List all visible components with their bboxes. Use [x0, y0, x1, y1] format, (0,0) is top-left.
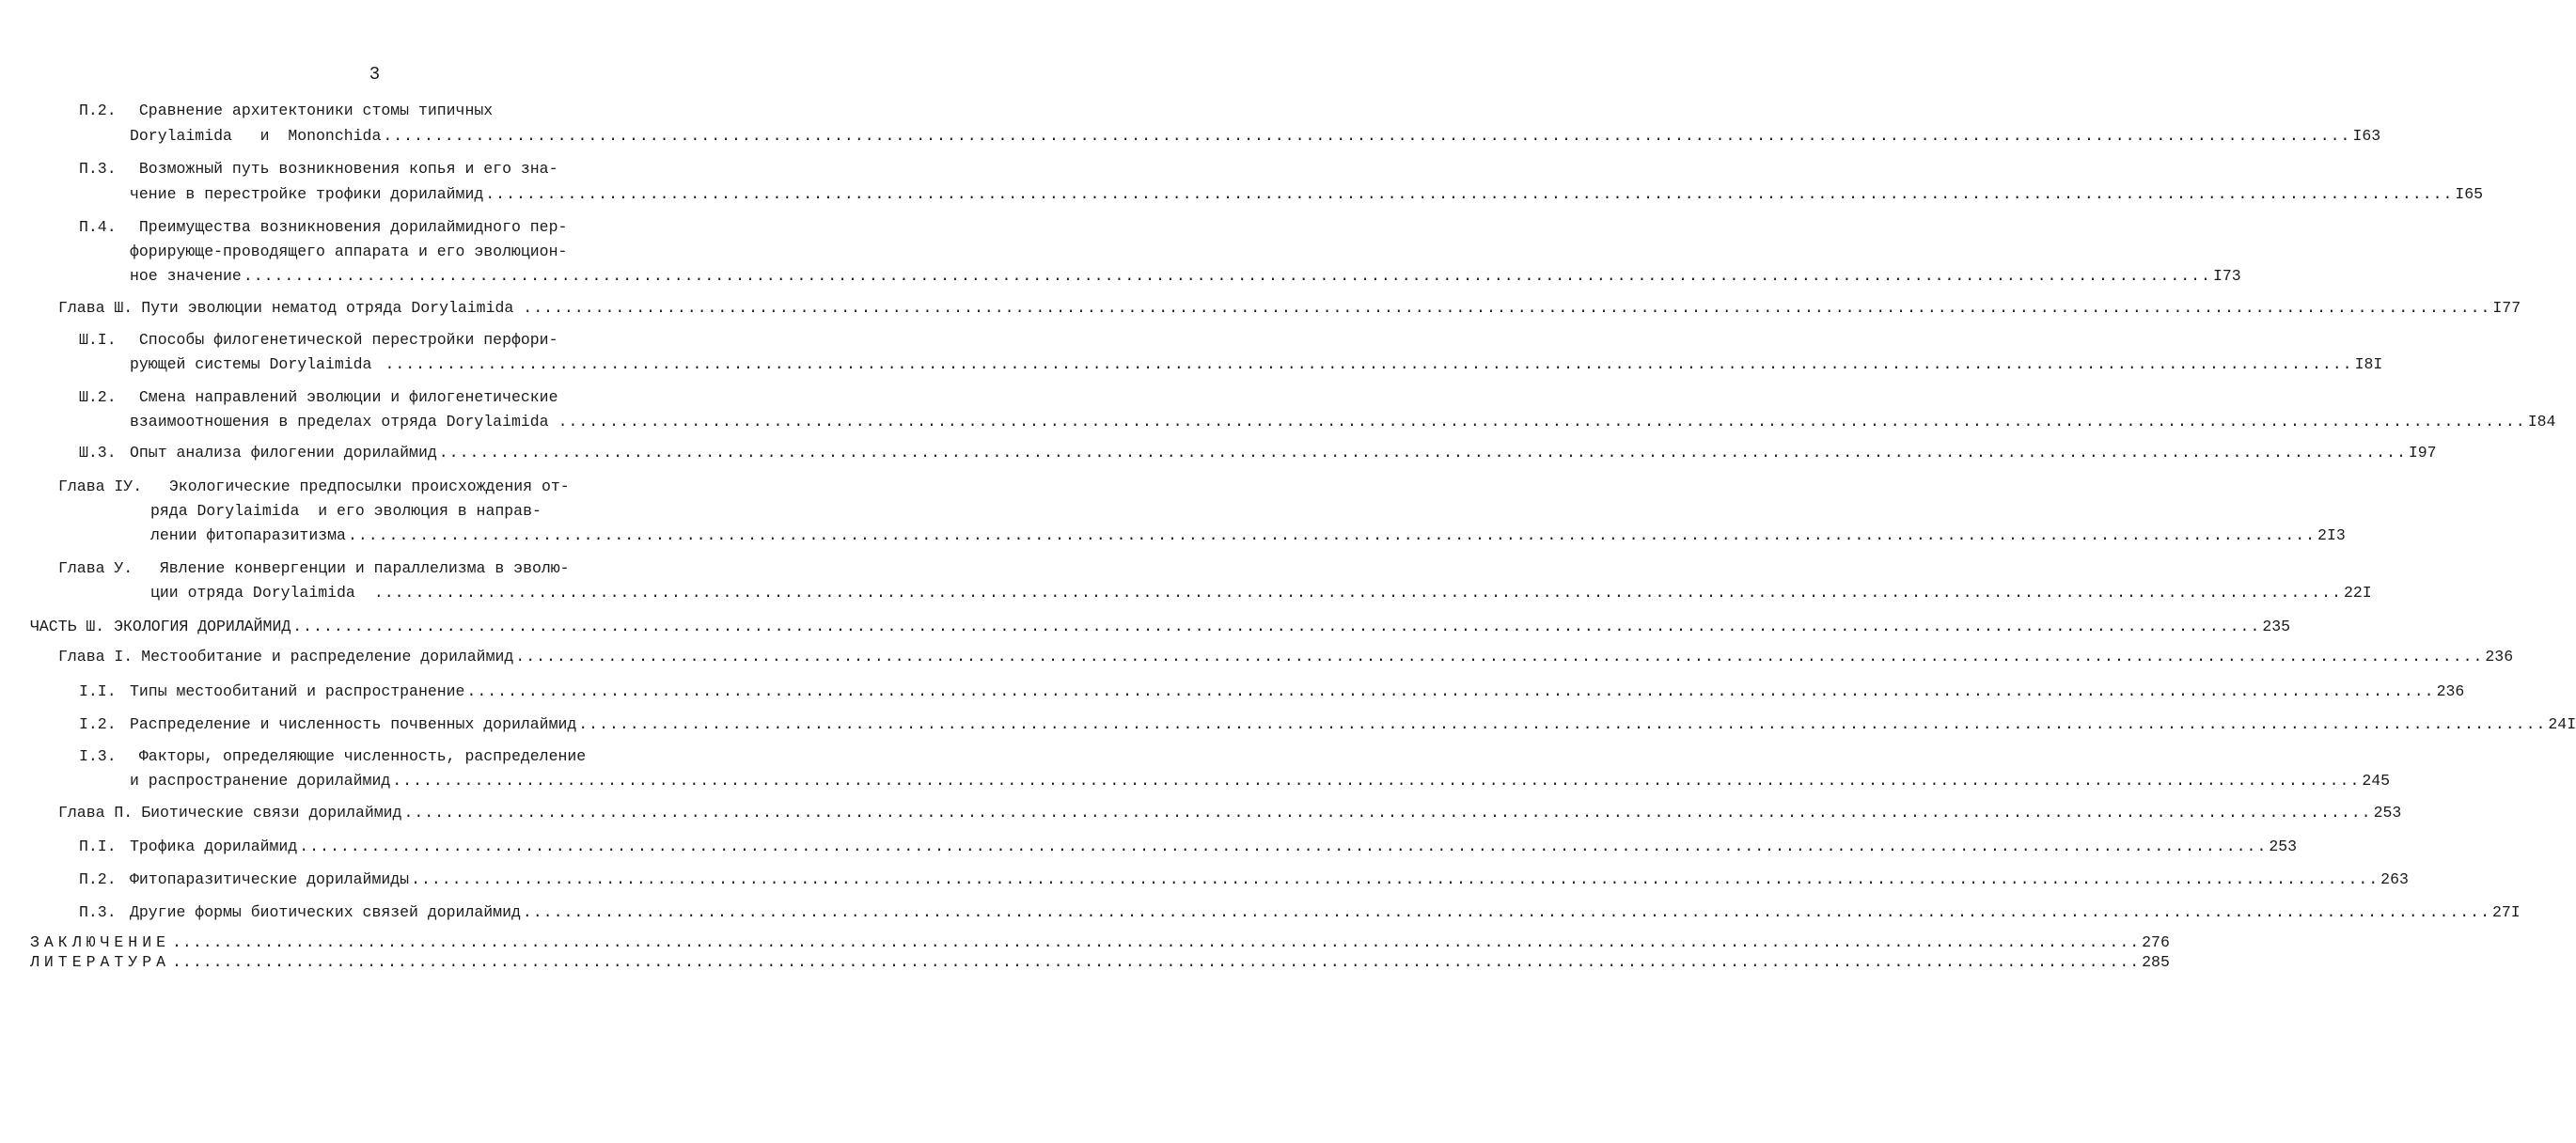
toc-page-number: 236	[2485, 648, 2514, 665]
dot-leader: ................................................................................................................................................................................................	[578, 715, 2547, 733]
dot-leader: ................................................................................................................................................................................................	[515, 648, 2484, 665]
dot-leader: ................................................................................................................................................................................................	[347, 526, 2317, 544]
toc-page-number: 235	[2262, 618, 2291, 635]
toc-page-number: I97	[2408, 444, 2437, 462]
toc-chapter-5-line2: ции отряда Dorylaimida ................................................................................................................................................................................................ 22I	[150, 584, 2372, 602]
toc-entry-2-2: П.2. Фитопаразитические дорилаймиды ................................................................................................................................................................................................ 263	[79, 870, 2409, 888]
toc-entry-p2-line2: Dorylaimida и Mononchida ................................................................................................................................................................................................ I63	[130, 127, 2381, 145]
toc-page-number: I8I	[2354, 355, 2383, 373]
toc-page-number: 263	[2380, 870, 2409, 888]
toc-references: ЛИТЕРАТУРА ................................................................................................................................................................................................ 285	[30, 953, 2170, 971]
dot-leader: ................................................................................................................................................................................................	[373, 584, 2342, 602]
toc-chapter-4-line2: ряда Dorylaimida и его эволюция в направ-	[150, 502, 542, 520]
toc-page-number: 245	[2362, 772, 2391, 790]
toc-entry-1-2: I.2. Распределение и численность почвенных дорилаймид ................................................................................................................................................................................................ 24I	[79, 715, 2576, 733]
toc-entry-1-3-line1: I.3. Факторы, определяющие численность, распределение	[79, 747, 587, 765]
dot-leader: ................................................................................................................................................................................................	[383, 127, 2351, 145]
dot-leader: ................................................................................................................................................................................................	[292, 618, 2261, 635]
toc-page-number: I73	[2212, 267, 2241, 285]
dot-leader: ................................................................................................................................................................................................	[466, 682, 2435, 700]
toc-entry-p3-line1: П.3. Возможный путь возникновения копья и его зна-	[79, 160, 558, 178]
toc-entry-2-1: П.I. Трофика дорилаймид ................................................................................................................................................................................................ 253	[79, 838, 2298, 855]
toc-chapter-4-line1: Глава IУ. Экологические предпосылки происхождения от-	[58, 478, 570, 495]
dot-leader: ................................................................................................................................................................................................	[522, 903, 2490, 921]
dot-leader: ................................................................................................................................................................................................	[403, 804, 2372, 822]
toc-chapter-2: Глава П. Биотические связи дорилаймид ................................................................................................................................................................................................ 253	[58, 804, 2402, 822]
toc-page-number: 2I3	[2317, 526, 2346, 544]
toc-page-number: I84	[2527, 413, 2556, 431]
toc-entry-p3-line2: чение в перестройке трофики дорилаймид ................................................................................................................................................................................................ I65	[130, 185, 2484, 203]
toc-page-number: 236	[2436, 682, 2465, 700]
toc-page-number: 22I	[2343, 584, 2372, 602]
dot-leader: ................................................................................................................................................................................................	[172, 933, 2141, 951]
dot-leader: ................................................................................................................................................................................................	[385, 355, 2353, 373]
dot-leader: ................................................................................................................................................................................................	[392, 772, 2361, 790]
toc-entry-3-2-line2: взаимоотношения в пределах отряда Dorylaimida ................................................................................................................................................................................................ I84	[130, 413, 2556, 431]
toc-chapter-3: Глава Ш. Пути эволюции нематод отряда Dorylaimida ................................................................................................................................................................................................ I77	[58, 299, 2521, 317]
dot-leader: ................................................................................................................................................................................................	[438, 444, 2407, 462]
dot-leader: ................................................................................................................................................................................................	[411, 870, 2380, 888]
toc-part-3: ЧАСТЬ Ш. ЭКОЛОГИЯ ДОРИЛАЙМИД ................................................................................................................................................................................................ 235	[30, 618, 2291, 635]
toc-entry-3-3: Ш.3. Опыт анализа филогении дорилаймид ................................................................................................................................................................................................ I97	[79, 444, 2437, 462]
toc-page-number: 253	[2373, 804, 2402, 822]
dot-leader: ................................................................................................................................................................................................	[485, 185, 2454, 203]
toc-entry-3-1-line1: Ш.I. Способы филогенетической перестройки перфори-	[79, 331, 558, 349]
toc-page-number: 27I	[2491, 903, 2521, 921]
toc-page-number: 276	[2142, 933, 2170, 951]
toc-page-number: 253	[2269, 838, 2298, 855]
toc-entry-2-3: П.3. Другие формы биотических связей дорилаймид ................................................................................................................................................................................................ 27I	[79, 903, 2521, 921]
dot-leader: ................................................................................................................................................................................................	[243, 267, 2211, 285]
toc-entry-1-3-line2: и распространение дорилаймид ................................................................................................................................................................................................ 245	[130, 772, 2391, 790]
toc-entry-3-1-line2: рующей системы Dorylaimida ................................................................................................................................................................................................ I8I	[130, 355, 2383, 373]
toc-entry-p4-line1: П.4. Преимущества возникновения дорилаймидного пер-	[79, 218, 568, 236]
toc-entry-p4-line3: ное значение ................................................................................................................................................................................................ I73	[130, 267, 2241, 285]
toc-page-number: I77	[2492, 299, 2521, 317]
toc-chapter-5-line1: Глава У. Явление конвергенции и параллелизма в эволю-	[58, 559, 570, 577]
toc-entry-p2-line1	[79, 102, 493, 120]
toc-chapter-1: Глава I. Местообитание и распределение дорилаймид ................................................................................................................................................................................................ 236	[58, 648, 2514, 665]
toc-entry-p4-line2: форирующе-проводящего аппарата и его эволюцион-	[130, 243, 568, 260]
toc-chapter-4-line3: лении фитопаразитизма ................................................................................................................................................................................................ 2I3	[150, 526, 2346, 544]
toc-entry-1-1: I.I. Типы местообитаний и распространение ................................................................................................................................................................................................ 236	[79, 682, 2465, 700]
dot-leader: ................................................................................................................................................................................................	[299, 838, 2268, 855]
toc-page-number: I65	[2455, 185, 2484, 203]
dot-leader: ................................................................................................................................................................................................	[558, 413, 2526, 431]
toc-page-number: I63	[2352, 127, 2381, 145]
toc-page-number: 24I	[2548, 715, 2576, 733]
toc-entry-title: Сравнение архитектоники стомы типичных	[138, 102, 494, 119]
toc-conclusion: ЗАКЛЮЧЕНИЕ ................................................................................................................................................................................................ 276	[30, 933, 2170, 951]
toc-page-number: 285	[2142, 953, 2170, 971]
toc-entry-number: П.2.	[79, 102, 117, 119]
page-number: 3	[369, 64, 381, 85]
dot-leader: ................................................................................................................................................................................................	[172, 953, 2141, 971]
dot-leader: ................................................................................................................................................................................................	[523, 299, 2491, 317]
toc-entry-3-2-line1: Ш.2. Смена направлений эволюции и филогенетические	[79, 388, 558, 406]
